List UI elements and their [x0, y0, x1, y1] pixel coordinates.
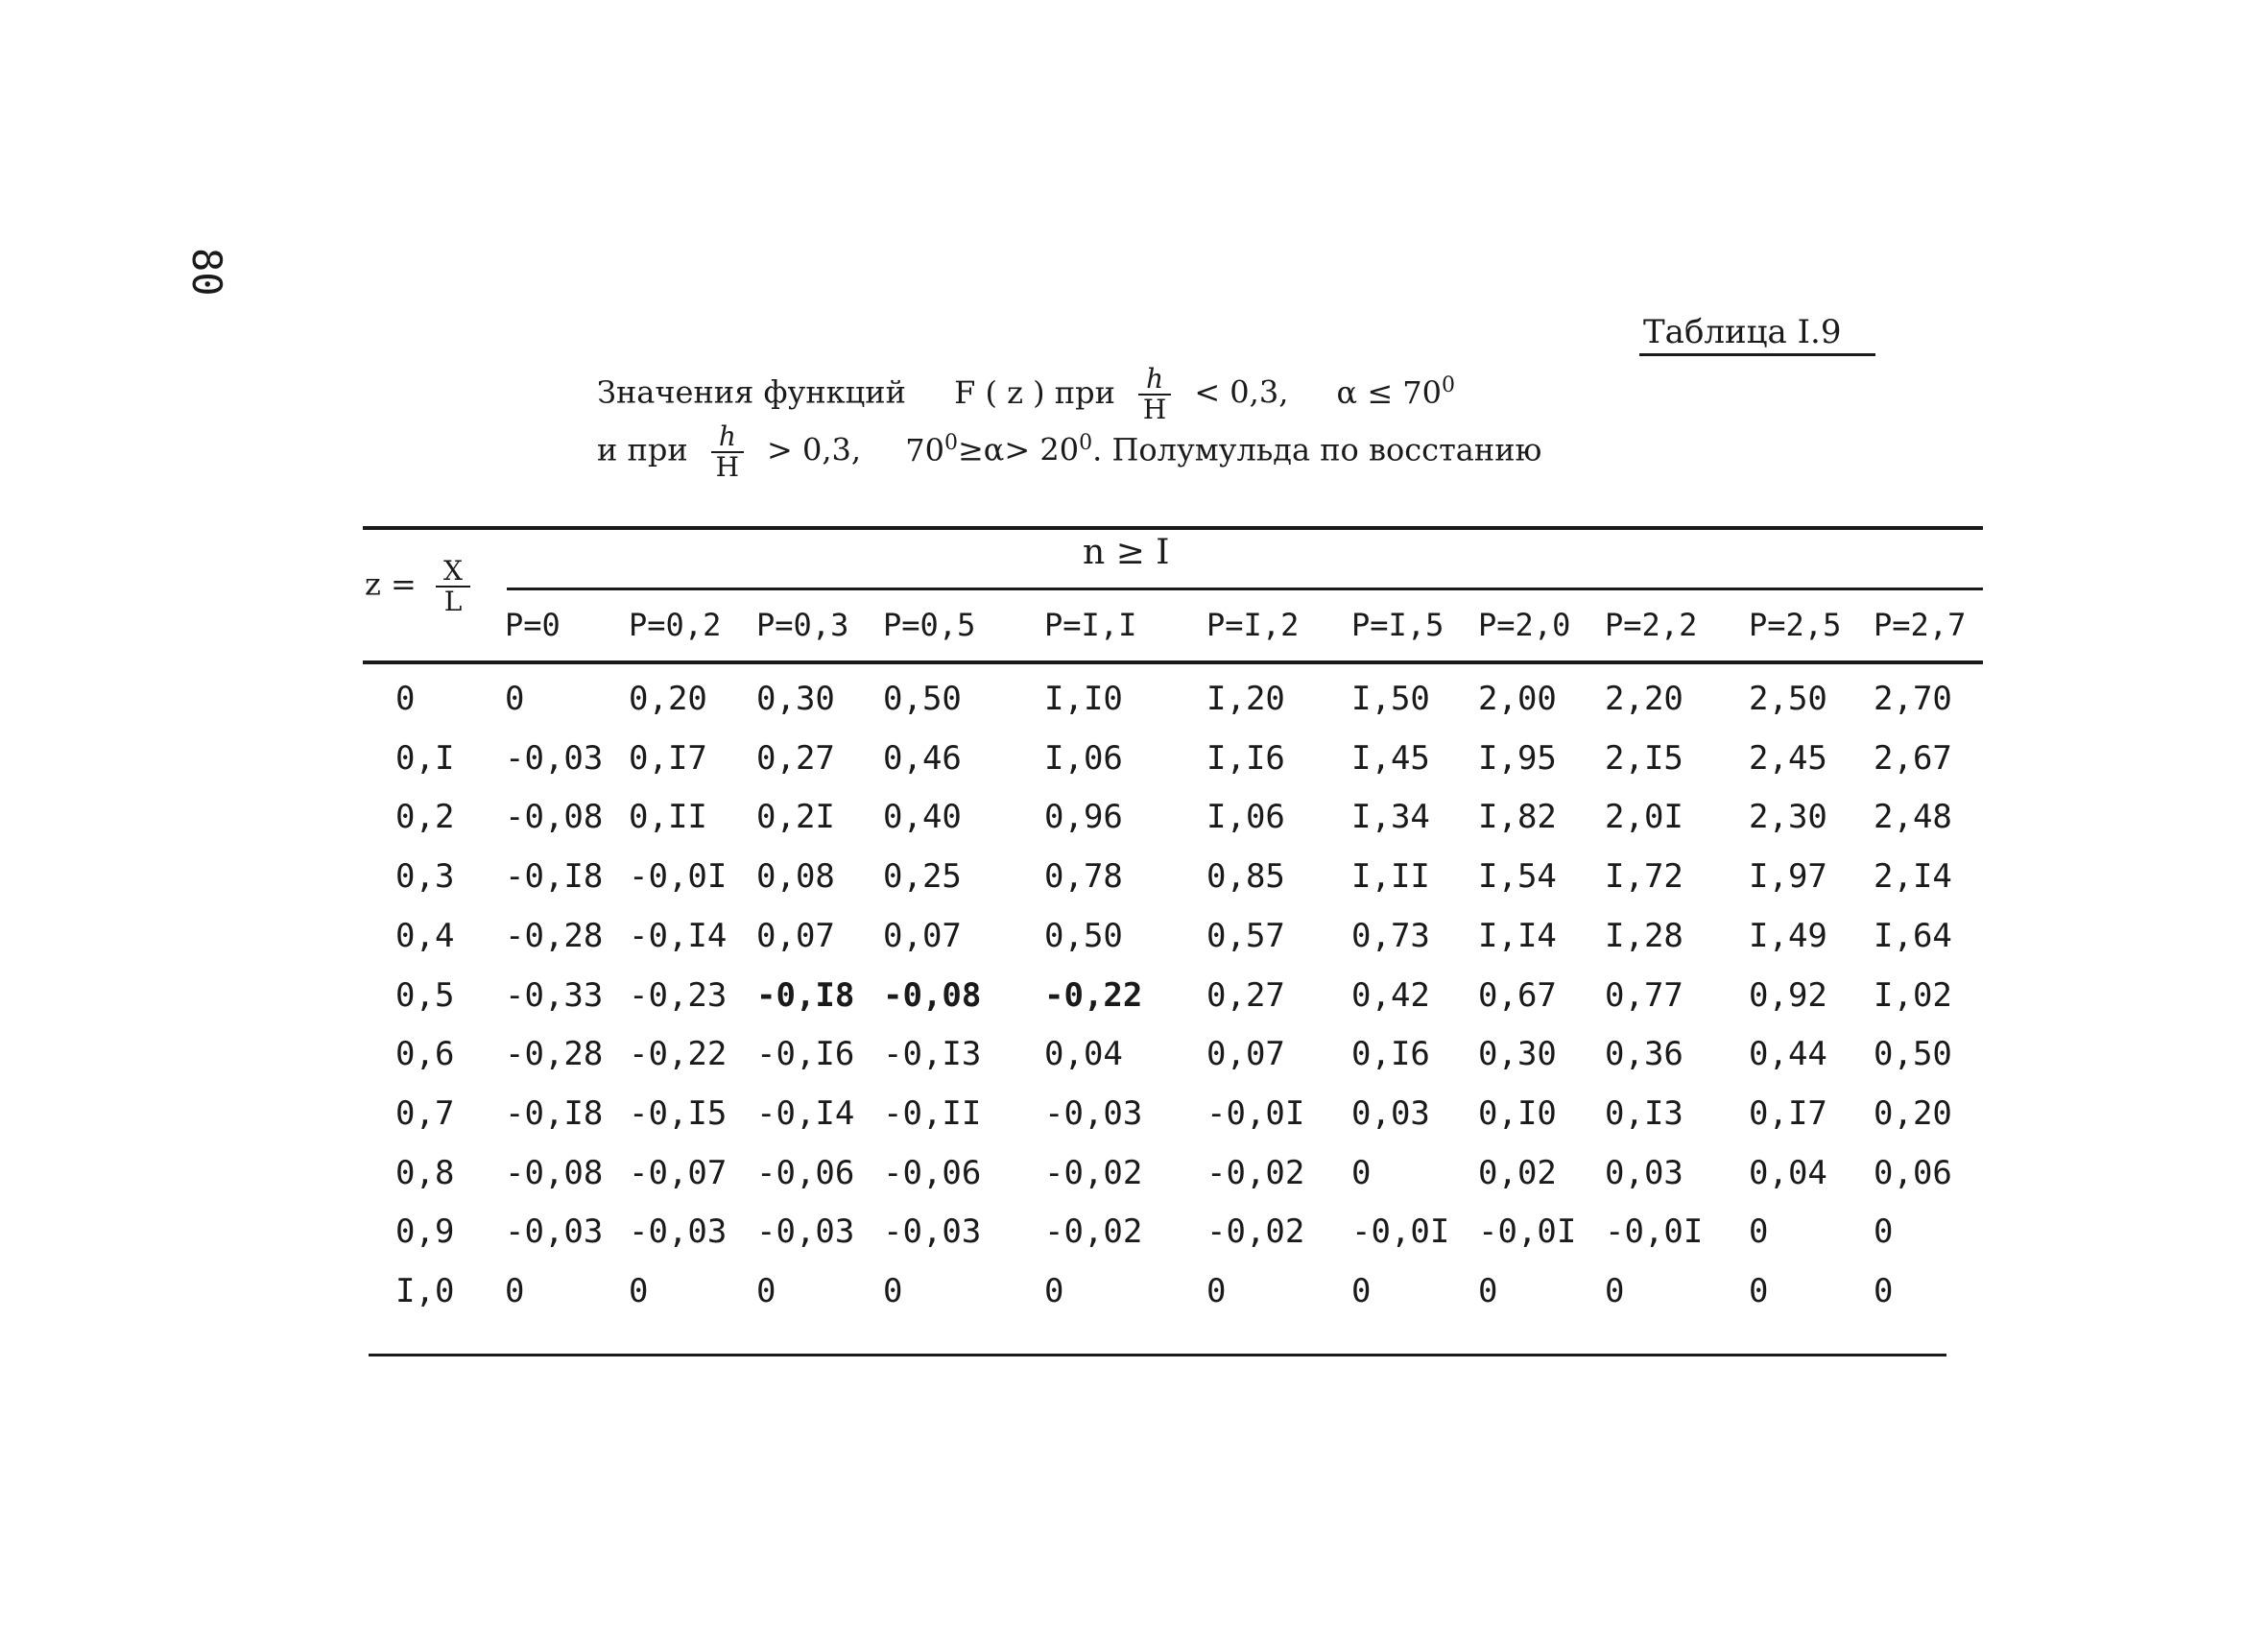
table-cell: -0,I6 [756, 1035, 855, 1074]
row-z-value: 0,9 [395, 1212, 455, 1252]
table-cell: 0,08 [756, 857, 835, 897]
table-cell: I,06 [1206, 798, 1285, 837]
table-cell: -0,0I [1206, 1093, 1305, 1133]
table-cell: 0,03 [1351, 1093, 1430, 1133]
table-cell: 0,42 [1351, 975, 1430, 1015]
table-cell: -0,28 [505, 916, 604, 955]
table-cell: 0 [505, 1272, 525, 1310]
caption-condition: < 0,3, [1194, 373, 1289, 411]
table-cell: -0,28 [505, 1035, 604, 1074]
table-cell: 0,04 [1044, 1035, 1123, 1074]
row-z-value: 0,3 [395, 857, 455, 897]
table-cell: -0,03 [1044, 1093, 1143, 1133]
table-cell: 0,73 [1351, 916, 1430, 955]
table-cell: 0,30 [756, 680, 835, 718]
caption-angle: 70 [905, 431, 944, 468]
table-cell: -0,I8 [756, 975, 855, 1015]
table-cell: -0,02 [1044, 1212, 1143, 1252]
table-cell: -0,22 [629, 1035, 728, 1074]
column-header: P=2,2 [1605, 607, 1698, 643]
table-cell: I,54 [1478, 857, 1557, 897]
table-cell: -0,08 [883, 975, 982, 1015]
caption-tail: . Полумульда по восстанию [1092, 431, 1542, 468]
caption-text: Значения функций [597, 373, 906, 411]
table-cell: 0,67 [1478, 975, 1557, 1015]
column-header: P=0 [505, 607, 561, 643]
table-cell: -0,33 [505, 975, 604, 1015]
row-z-value: 0 [395, 680, 416, 718]
table-cell: 0 [1478, 1272, 1498, 1310]
caption-line-1 [597, 365, 1455, 424]
table-cell: 0,20 [629, 680, 707, 718]
table-cell: I,II [1351, 857, 1430, 897]
table-cell: -0,I4 [756, 1093, 855, 1133]
fraction-denominator: H [715, 451, 740, 483]
table-cell: -0,08 [505, 1153, 604, 1192]
column-header: P=I,5 [1351, 607, 1444, 643]
table-cell: I,I6 [1206, 738, 1285, 778]
table-cell: -0,0I [629, 857, 728, 897]
table-cell: 0 [1351, 1272, 1372, 1310]
row-z-value: 0,8 [395, 1153, 455, 1192]
row-z-value: 0,7 [395, 1093, 455, 1133]
table-cell: 0,27 [1206, 975, 1285, 1015]
table-cell: -0,03 [505, 1212, 604, 1252]
fraction-numerator: h [711, 422, 744, 453]
table-cell: -0,II [883, 1093, 982, 1133]
table-cell: 0,44 [1749, 1035, 1827, 1074]
table-cell: -0,03 [629, 1212, 728, 1252]
table-cell: 0 [1749, 1212, 1769, 1252]
table-cell: I,82 [1478, 798, 1557, 837]
table-cell: 0 [1044, 1272, 1064, 1310]
table-cell: -0,22 [1044, 975, 1143, 1015]
table-cell: 0,02 [1478, 1153, 1557, 1192]
table-cell: 0 [1874, 1212, 1894, 1252]
z-denominator: L [443, 586, 463, 617]
table-cell: I,95 [1478, 738, 1557, 778]
column-header: P=0,3 [756, 607, 849, 643]
table-cell: -0,0I [1478, 1212, 1577, 1252]
column-header: P=I,2 [1206, 607, 1300, 643]
table-cell: I,97 [1749, 857, 1827, 897]
table-cell: -0,03 [756, 1212, 855, 1252]
table-cell: 0 [1749, 1272, 1769, 1310]
row-z-value: 0,6 [395, 1035, 455, 1074]
table-cell: 0,50 [1044, 916, 1123, 955]
n-header: n ≥ I [1083, 533, 1170, 572]
table-cell: -0,I4 [629, 916, 728, 955]
page-number: 80 [183, 248, 230, 297]
table-top-rule [363, 526, 1983, 530]
table-cell: 0,I6 [1351, 1035, 1430, 1074]
table-cell: 2,48 [1874, 798, 1952, 837]
table-cell: 0 [756, 1272, 776, 1310]
caption-line-2 [597, 422, 1541, 482]
table-cell: 2,00 [1478, 680, 1557, 718]
table-cell: 0,96 [1044, 798, 1123, 837]
table-cell: 0 [629, 1272, 649, 1310]
table-cell: 0,20 [1874, 1093, 1952, 1133]
table-cell: 0,78 [1044, 857, 1123, 897]
table-cell: I,64 [1874, 916, 1952, 955]
row-z-value: 0,2 [395, 798, 455, 837]
table-cell: -0,06 [883, 1153, 982, 1192]
caption-function: F ( z ) при [954, 373, 1115, 411]
table-cell: 0,36 [1605, 1035, 1683, 1074]
table-cell: I,49 [1749, 916, 1827, 955]
table-group-rule [507, 588, 1983, 590]
table-cell: 0,I7 [629, 738, 707, 778]
caption-fraction [711, 422, 744, 482]
row-z-value: 0,I [395, 738, 455, 778]
caption-angle-range: ≥α> 20 [957, 431, 1080, 468]
table-cell: I,I0 [1044, 680, 1123, 718]
table-cell: 2,67 [1874, 738, 1952, 778]
table-cell: -0,I3 [883, 1035, 982, 1074]
table-cell: 2,I4 [1874, 857, 1952, 897]
table-cell: 0,07 [1206, 1035, 1285, 1074]
table-cell: -0,23 [629, 975, 728, 1015]
table-cell: -0,02 [1206, 1212, 1305, 1252]
table-cell: 0,I7 [1749, 1093, 1827, 1133]
table-header-rule [363, 660, 1983, 664]
table-cell: I,20 [1206, 680, 1285, 718]
table-cell: 0,04 [1749, 1153, 1827, 1192]
z-header [365, 557, 470, 616]
table-cell: I,06 [1044, 738, 1123, 778]
table-cell: 0 [1874, 1272, 1894, 1310]
table-cell: 2,I5 [1605, 738, 1683, 778]
table-cell: -0,0I [1605, 1212, 1704, 1252]
table-cell: -0,03 [883, 1212, 982, 1252]
row-z-value: 0,4 [395, 916, 455, 955]
table-cell: 0,92 [1749, 975, 1827, 1015]
table-cell: -0,06 [756, 1153, 855, 1192]
table-cell: -0,07 [629, 1153, 728, 1192]
table-cell: 2,50 [1749, 680, 1827, 718]
table-cell: 0 [1351, 1153, 1372, 1192]
row-z-value: I,0 [395, 1272, 455, 1310]
table-cell: I,28 [1605, 916, 1683, 955]
table-cell: -0,0I [1351, 1212, 1450, 1252]
table-cell: 0,50 [883, 680, 962, 718]
column-header: P=I,I [1044, 607, 1137, 643]
table-cell: -0,08 [505, 798, 604, 837]
degree-sign: 0 [943, 430, 958, 455]
table-cell: 0 [1605, 1272, 1625, 1310]
table-cell: 0 [505, 680, 525, 718]
table-bottom-rule [369, 1354, 1946, 1356]
table-cell: 0,46 [883, 738, 962, 778]
table-cell: 0,40 [883, 798, 962, 837]
caption-alpha: α ≤ 70 [1336, 373, 1443, 411]
table-cell: -0,02 [1044, 1153, 1143, 1192]
column-header: P=2,5 [1749, 607, 1842, 643]
caption-text: и при [597, 431, 688, 468]
caption-fraction [1138, 365, 1171, 424]
table-cell: 0,50 [1874, 1035, 1952, 1074]
table-cell: -0,02 [1206, 1153, 1305, 1192]
table-cell: -0,I5 [629, 1093, 728, 1133]
table-cell: -0,03 [505, 738, 604, 778]
table-cell: -0,I8 [505, 857, 604, 897]
caption-condition: > 0,3, [767, 431, 862, 468]
table-cell: 0,2I [756, 798, 835, 837]
table-cell: -0,I8 [505, 1093, 604, 1133]
table-cell: 0,30 [1478, 1035, 1557, 1074]
row-z-value: 0,5 [395, 975, 455, 1015]
table-cell: 2,0I [1605, 798, 1683, 837]
table-label-underline [1639, 353, 1875, 356]
table-cell: 0,I3 [1605, 1093, 1683, 1133]
degree-sign: 0 [1442, 372, 1456, 397]
table-cell: 0,07 [883, 916, 962, 955]
table-cell: 0 [883, 1272, 903, 1310]
table-cell: 0,03 [1605, 1153, 1683, 1192]
degree-sign: 0 [1079, 430, 1093, 455]
table-cell: 0,06 [1874, 1153, 1952, 1192]
table-cell: I,I4 [1478, 916, 1557, 955]
table-cell: I,50 [1351, 680, 1430, 718]
fraction-numerator: h [1138, 365, 1171, 396]
z-label: z = [365, 565, 417, 603]
table-label: Таблица I.9 [1643, 313, 1842, 351]
table-cell: 0,27 [756, 738, 835, 778]
table-cell: 0,II [629, 798, 707, 837]
table-cell: I,72 [1605, 857, 1683, 897]
table-cell: I,34 [1351, 798, 1430, 837]
fraction-denominator: H [1142, 394, 1167, 425]
table-cell: 2,20 [1605, 680, 1683, 718]
table-cell: 0,57 [1206, 916, 1285, 955]
table-cell: 0,I0 [1478, 1093, 1557, 1133]
table-cell: 2,45 [1749, 738, 1827, 778]
table-cell: I,45 [1351, 738, 1430, 778]
column-header: P=0,2 [629, 607, 722, 643]
table-cell: 0,25 [883, 857, 962, 897]
table-cell: 2,70 [1874, 680, 1952, 718]
table-cell: 2,30 [1749, 798, 1827, 837]
table-cell: 0,85 [1206, 857, 1285, 897]
column-header: P=2,0 [1478, 607, 1571, 643]
table-cell: 0 [1206, 1272, 1227, 1310]
z-numerator: X [436, 557, 470, 588]
table-cell: I,02 [1874, 975, 1952, 1015]
column-header: P=0,5 [883, 607, 976, 643]
column-header: P=2,7 [1874, 607, 1967, 643]
table-cell: 0,77 [1605, 975, 1683, 1015]
table-cell: 0,07 [756, 916, 835, 955]
z-fraction [436, 557, 470, 616]
